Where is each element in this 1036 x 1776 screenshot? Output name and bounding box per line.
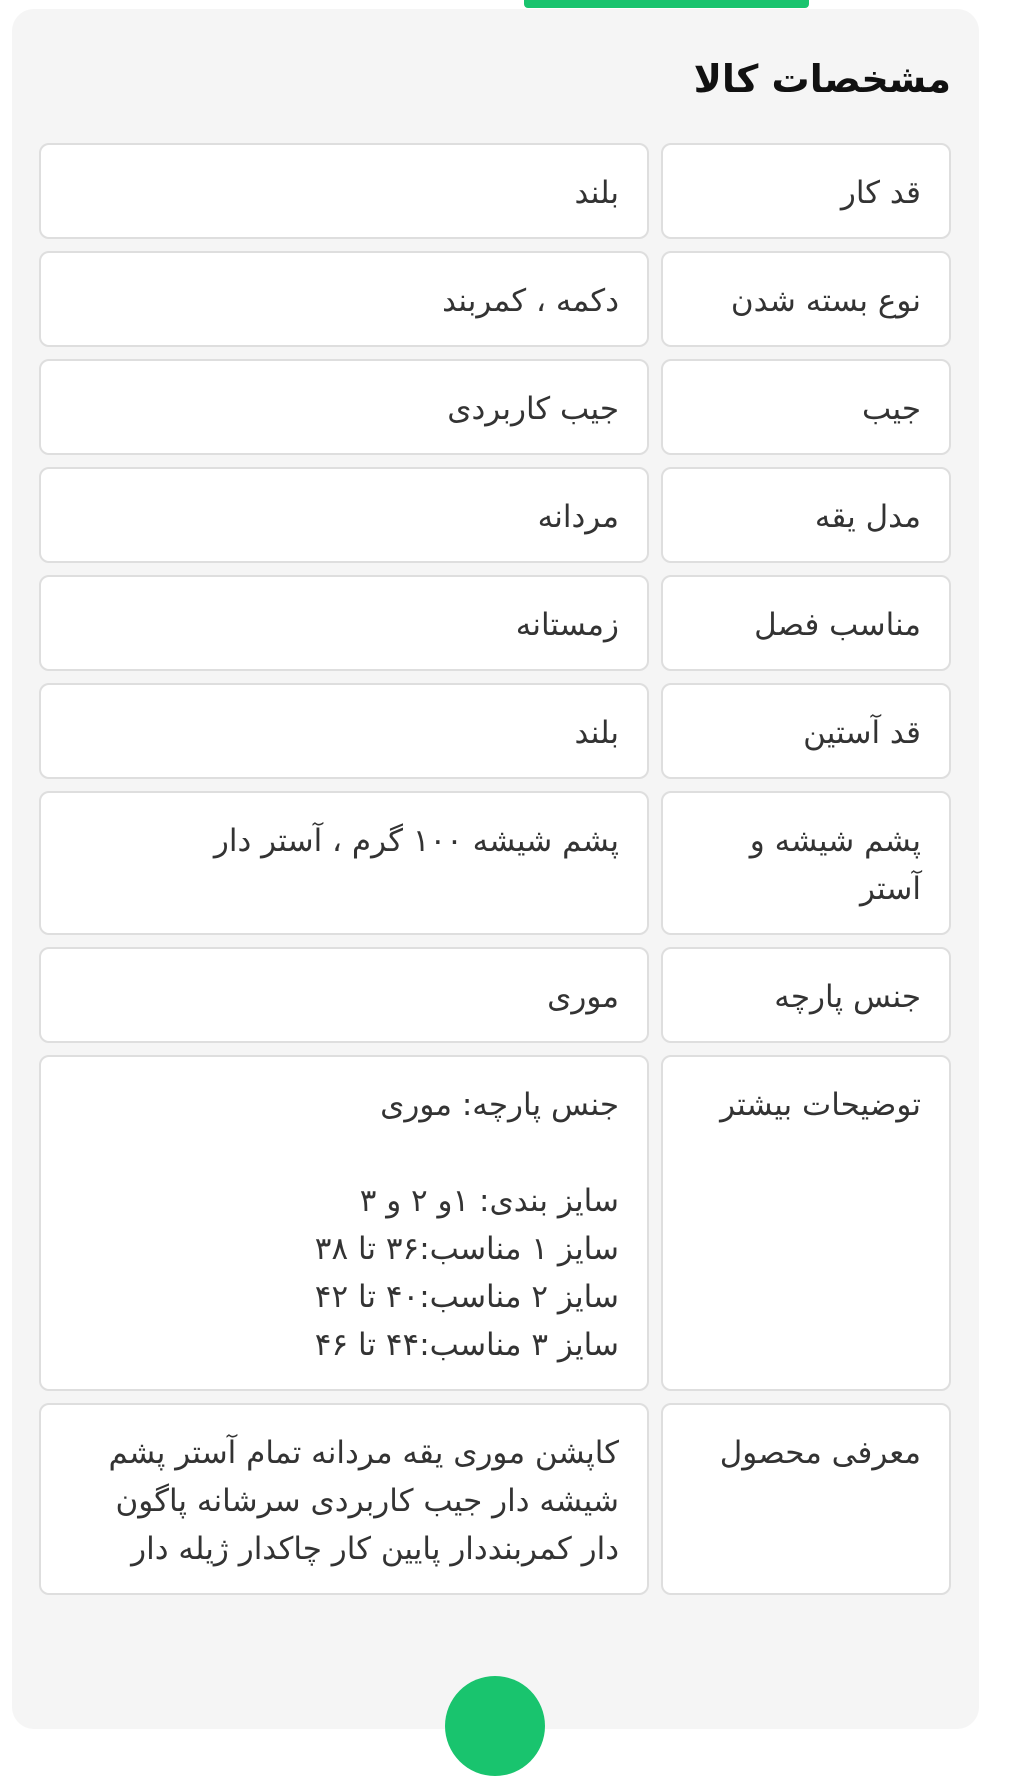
spec-row-length [39, 143, 951, 239]
spec-value: پشم شیشه ۱۰۰ گرم ، آستر دار [39, 791, 649, 935]
spec-row-season [39, 575, 951, 671]
spec-row-more-details [39, 1055, 951, 1391]
spec-value: بلند [39, 143, 649, 239]
spec-label: قد آستین [661, 683, 951, 779]
spec-row-product-intro [39, 1403, 951, 1595]
spec-row-collar [39, 467, 951, 563]
spec-label: توضیحات بیشتر [661, 1055, 951, 1391]
spec-value: مردانه [39, 467, 649, 563]
spec-value: زمستانه [39, 575, 649, 671]
spec-label: پشم شیشه و آستر [661, 791, 951, 935]
spec-label: مناسب فصل [661, 575, 951, 671]
spec-row-sleeve-length [39, 683, 951, 779]
spec-row-insulation [39, 791, 951, 935]
spec-row-fabric [39, 947, 951, 1043]
specs-table [39, 143, 951, 1607]
floating-action-button[interactable] [445, 1676, 545, 1776]
spec-label: مدل یقه [661, 467, 951, 563]
active-tab-indicator [524, 0, 809, 8]
spec-value: موری [39, 947, 649, 1043]
spec-row-pocket [39, 359, 951, 455]
spec-label: قد کار [661, 143, 951, 239]
spec-label: جنس پارچه [661, 947, 951, 1043]
spec-value: کاپشن موری یقه مردانه تمام آستر پشم شیشه دار جیب کاربردی سرشانه پاگون دار کمربنددار پایین کار چاکدار ژیله دار [39, 1403, 649, 1595]
spec-label: نوع بسته شدن [661, 251, 951, 347]
spec-value: دکمه ، کمربند [39, 251, 649, 347]
section-title: مشخصات کالا [693, 57, 951, 101]
spec-label: جیب [661, 359, 951, 455]
spec-label: معرفی محصول [661, 1403, 951, 1595]
spec-row-closure-type [39, 251, 951, 347]
spec-value: جنس پارچه: موری سایز بندی: ۱و ۲ و ۳ سایز ۱ مناسب:۳۶ تا ۳۸ سایز ۲ مناسب:۴۰ تا ۴۲ سایز ۳ مناسب:۴۴ تا ۴۶ [39, 1055, 649, 1391]
spec-value: بلند [39, 683, 649, 779]
product-specs-card [12, 9, 979, 1729]
spec-value: جیب کاربردی [39, 359, 649, 455]
